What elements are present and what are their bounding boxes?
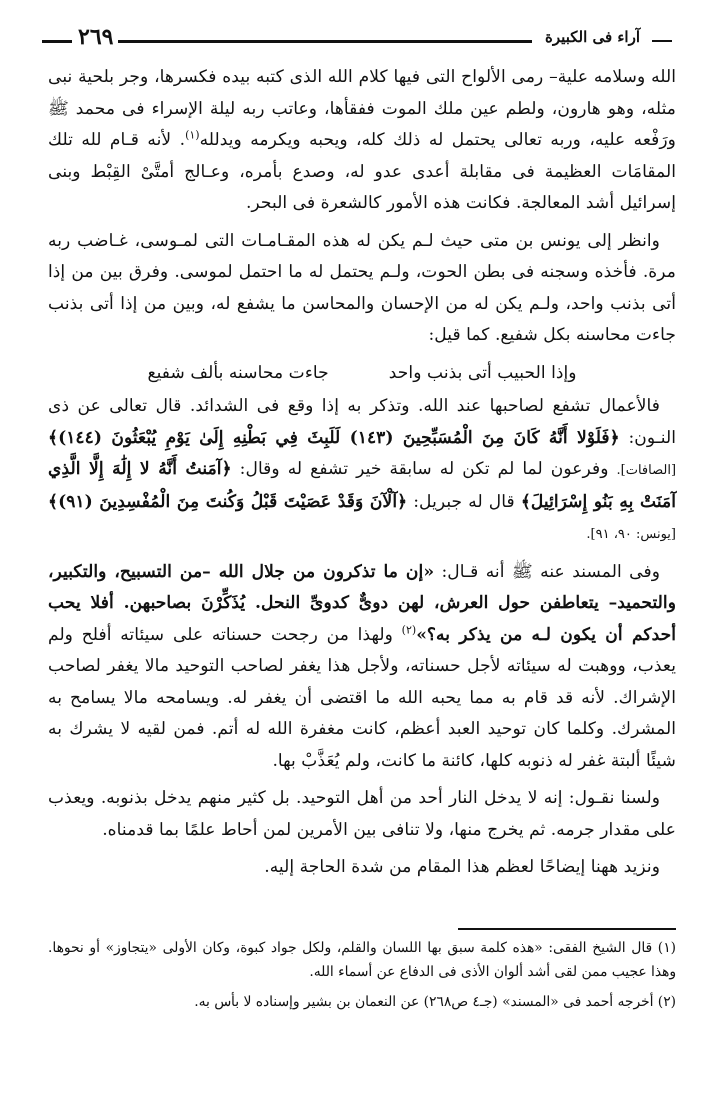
footnotes	[48, 936, 676, 1020]
paragraph-3	[48, 391, 676, 551]
surah-ref-2: [يونس: ٩٠، ٩١].	[586, 527, 676, 542]
quran-quote-1: ﴿فَلَوْلا أَنَّهُ كَانَ مِنَ الْمُسَبِّحِينَ (١٤٣) لَلَبِثَ فِي بَطْنِهِ إِلَىٰ يَوْمِ يُبْعَثُونَ (١٤٤)﴾	[48, 427, 620, 448]
footnote-separator	[458, 928, 676, 930]
running-title: آراء فى الكبيرة	[545, 28, 640, 46]
header-dash-right	[652, 40, 672, 42]
page-header	[40, 24, 672, 58]
surah-ref-1: [الصافات].	[616, 463, 677, 478]
paragraph-3-text-b: وفرعون لما لم تكن له سابقة خير تشفع له وقال:	[239, 459, 609, 479]
paragraph-5: ولسنا نقـول: إنه لا يدخل النار أحد من أهل التوحيد. بل كثير منهم يدخل بذنوبه. ويعذب على مقدار جرمه. ثم يخرج منها، ولا تنافى بين الأمرين لمن أحاط علمًا بما قدمناه.	[48, 788, 676, 840]
paragraph-4-text-a: وفى المسند عنه ﷺ أنه قـال:	[441, 561, 661, 582]
paragraph-1	[48, 62, 676, 220]
paragraph-1-text: الله وسلامه علية– رمى الألواح التى فيها كلام الله الذى كتبه بيده فكسرها، وجر بلحية نبى مثله، وهو هارون، ولطم عين ملك الموت ففقأها، وعاتب ربه ليلة الإسراء فى محمد ﷺ ورَفْعه عليه، وربه تعالى يحتمل له ذلك كله، ويحبه ويكرمه ويدلله	[48, 67, 676, 150]
paragraph-2: وانظر إلى يونس بن متى حيث لـم يكن له هذه المقـامـات التى لمـوسى، غـاضب ربه مرة. فأخذه وسجنه فى بطن الحوت، ولـم يحتمل له ما احتمل لموسى. وفرق بين من إذا أتى بذنب واحد، ولـم يكن له من الإحسان والمحاسن ما يشفع له، وبين من إذا أتى بذنب جاءت محاسنه بكل شفيع. كما قيل:	[48, 230, 676, 345]
paragraph-4-text-b: ولهذا من رجحت حسناته على سيئاته أفلح ولم يعذب، ووهبت له سيئاته لأجل حسناته، ولأجل هذا يغفر لصاحب التوحيد مالا يغفر لصاحب الإشراك. لأنه قد قام به مما يحبه الله ما اقتضى أن يغفر له. ويسامحه مالا يسامح به المشرك. وكلما كان توحيد العبد أعظم، كانت مغفرة الله له أتم. فمن لقيه لا يشرك به شيئًا ألبتة غفر له ذنوبه كلها، كائنة ما كانت، ولم يُعَذَّبْ بها.	[48, 624, 676, 771]
verse-first-hemistich: وإذا الحبيب أتى بذنب واحد	[388, 362, 577, 383]
paragraph-3-text-c: قال له جبريل:	[413, 491, 515, 512]
footnote-1: (١) قال الشيخ الفقى: «هذه كلمة سبق بها اللسان والقلم، ولكل جواد كبوة، وكان الأولى «يتجاوز» أو نحوها. وهذا عجيب ممن لقى أشد ألوان الأذى فى الدفاع عن أسماء الله.	[48, 940, 676, 980]
paragraph-3-text-a: فالأعمال تشفع لصاحبها عند الله. وتذكر به إذا وقع فى الشدائد. قال تعالى عن ذى النـون:	[48, 396, 677, 448]
header-dash-left	[42, 40, 72, 43]
paragraph-4	[48, 557, 676, 778]
quran-quote-2: ﴿آمَنتُ أَنَّهُ لا إِلَٰهَ إِلَّا الَّذِي آمَنَتْ بِهِ بَنُو إِسْرَائِيلَ﴾	[48, 459, 677, 512]
footnote-ref-2: (٢)	[401, 622, 417, 636]
header-rule	[118, 40, 532, 43]
hadith-quote: «إن ما تذكرون من جلال الله –من التسبيح، والتكبير، والتحميد– يتعاطفن حول العرش، لهن دوىٌّ كدوىِّ النحل. يُذَكِّرْنَ بصاحبهن. أفلا يحب أحدكم أن يكون لـه من يذكر به؟»	[48, 561, 676, 645]
main-text	[48, 62, 676, 890]
poetry-verse	[48, 358, 676, 390]
paragraph-1-text-b: . لأنه قـام لله تلك المقامَات العظيمة فى مقابلة أعدى عدو له، وصدع بأمره، وعـالج أمتَّىْ القِبْط وبنى إسرائيل أشد المعالجة. فكانت هذه الأمور كالشعرة فى البحر.	[48, 130, 676, 213]
page-number: ٢٦٩	[78, 24, 114, 50]
quran-quote-3: ﴿آلْآنَ وَقَدْ عَصَيْتَ قَبْلُ وَكُنتَ مِنَ الْمُفْسِدِينَ (٩١)﴾	[48, 491, 408, 512]
verse-second-hemistich: جاءت محاسنه بألف شفيع	[147, 362, 329, 383]
footnote-ref-1: (١)	[185, 128, 200, 142]
paragraph-6: ونزيد ههنا إيضاحًا لعظم هذا المقام من شدة الحاجة إليه.	[264, 857, 660, 877]
footnote-2: (٢) أخرجه أحمد فى «المسند» (جـ٤ ص٢٦٨) عن النعمان بن بشير وإسناده لا بأس به.	[194, 994, 676, 1010]
